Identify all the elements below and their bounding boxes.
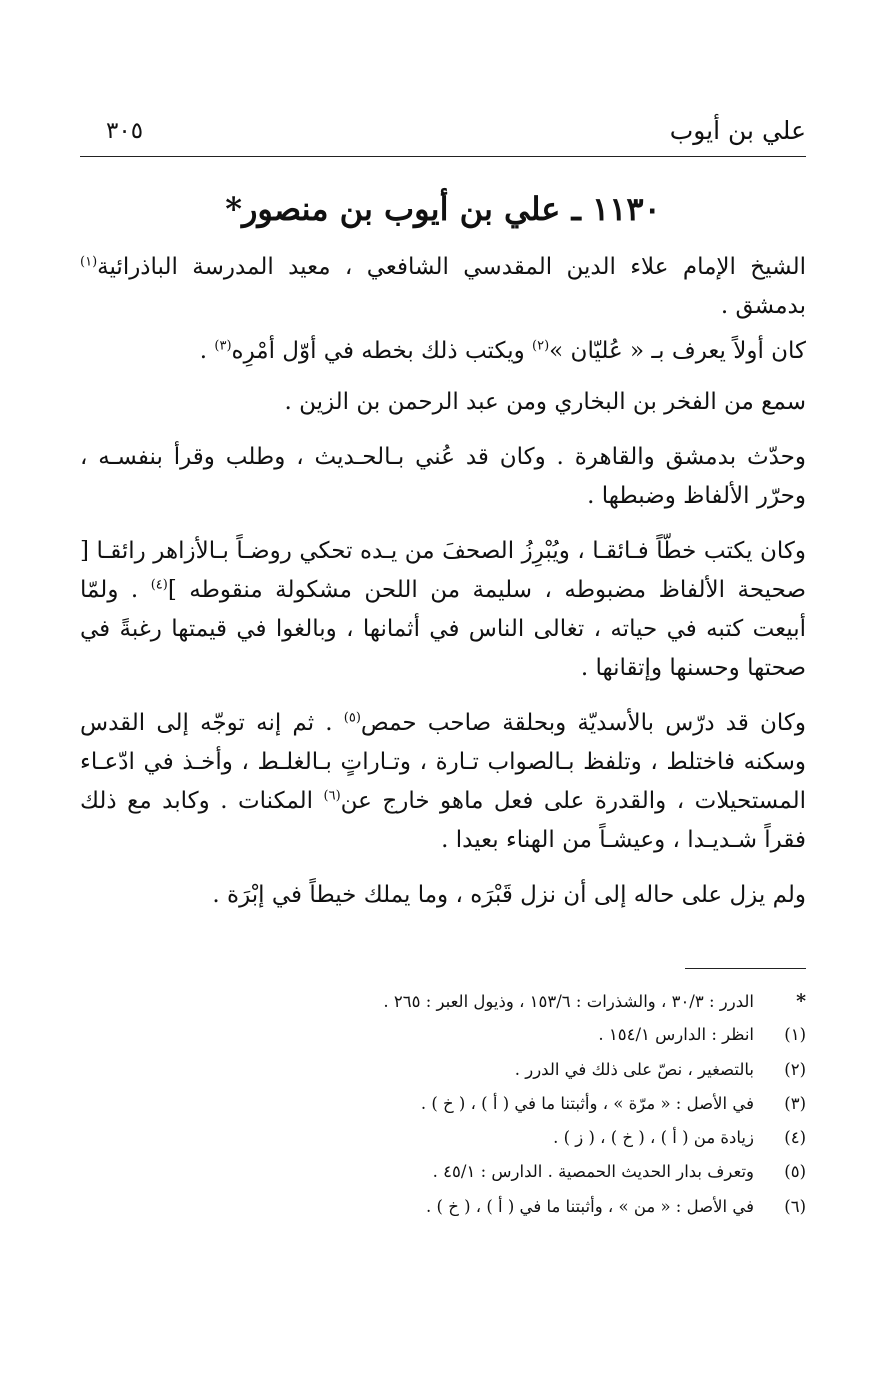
footnote-mark: (٤) bbox=[784, 1128, 806, 1148]
footnote-text: بالتصغير ، نصّ على ذلك في الدرر . bbox=[514, 1059, 754, 1079]
paragraph-text: كان أولاً يعرف بـ « عُليّان » bbox=[549, 338, 806, 364]
footnote-item bbox=[80, 1018, 806, 1052]
main-text bbox=[80, 248, 806, 931]
footnotes bbox=[80, 984, 806, 1224]
page-number: ٣٠٥ bbox=[106, 118, 144, 144]
footnote-text: في الأصل : « مرّة » ، وأثبتنا ما في ( أ ) ، ( خ ) . bbox=[420, 1093, 754, 1113]
footnote-ref: (٣) bbox=[214, 338, 232, 354]
footnote-item bbox=[80, 1190, 806, 1224]
paragraph-text: . ولمّا أبيعت كتبه في حياته ، تغالى الناس في أثمانها ، وبالغوا في قيمتها رغبةً في صحتها وحسنها وإتقانها . bbox=[80, 577, 806, 681]
paragraph-2 bbox=[80, 332, 806, 371]
footnote-item bbox=[80, 1155, 806, 1189]
footnote-divider bbox=[685, 968, 806, 969]
footnote-text: الدرر : ٣٠/٣ ، والشذرات : ١٥٣/٦ ، وذيول العبر : ٢٦٥ . bbox=[383, 992, 754, 1011]
paragraph-6 bbox=[80, 704, 806, 860]
paragraph-5 bbox=[80, 532, 806, 688]
paragraph-text: . ثم إنه توجّه إلى القدس وسكنه فاختلط ، وتلفظ بـالصواب تـارة ، وتـاراتٍ بـالغلـط ، وأخـذ في ادّعـاء المستحيلات ، والقدرة على فعل ماهو خارج عن bbox=[80, 710, 806, 814]
paragraph-text: وكان يكتب خطّاً فـائقـا ، ويُبْرِزُ الصحفَ من يـده تحكي روضـاً بـالأزاهر رائقـا [ صحيحة الألفاظ مضبوطه ، سليمة من اللحن مشكولة منقوطه ] bbox=[80, 538, 806, 603]
footnote-mark: * bbox=[796, 990, 806, 1012]
paragraph-7: ولم يزل على حاله إلى أن نزل قَبْرَه ، وما يملك خيطاً في إبْرَة . bbox=[212, 882, 806, 908]
footnote-ref: (٢) bbox=[532, 338, 550, 354]
footnote-item bbox=[80, 1087, 806, 1121]
footnote-ref: (٤) bbox=[150, 577, 168, 593]
footnote-item bbox=[80, 1053, 806, 1087]
paragraph-1 bbox=[80, 248, 806, 326]
footnote-ref: (١) bbox=[80, 254, 98, 270]
footnote-mark: (٣) bbox=[784, 1093, 806, 1113]
footnote-mark: (٦) bbox=[784, 1196, 806, 1216]
footnote-ref: (٦) bbox=[323, 788, 341, 804]
footnote-text: وتعرف بدار الحديث الحمصية . الدارس : ٤٥/١ . bbox=[432, 1162, 754, 1182]
header-title: علي بن أيوب bbox=[669, 116, 806, 145]
paragraph-text: ويكتب ذلك بخطه في أوّل أمْرِه bbox=[231, 338, 533, 364]
footnote-mark: (٥) bbox=[784, 1162, 806, 1182]
footnote-item bbox=[80, 984, 806, 1018]
running-header bbox=[80, 112, 806, 157]
paragraph-3: سمع من الفخر بن البخاري ومن عبد الرحمن بن الزين . bbox=[284, 389, 806, 415]
footnote-ref: (٥) bbox=[343, 710, 361, 726]
footnote-text: في الأصل : « من » ، وأثبتنا ما في ( أ ) ، ( خ ) . bbox=[426, 1196, 754, 1216]
paragraph-text: . bbox=[199, 338, 215, 364]
paragraph-text: وكان قد درّس بالأسديّة وبحلقة صاحب حمص bbox=[360, 710, 806, 736]
footnote-text: زيادة من ( أ ) ، ( خ ) ، ( ز ) . bbox=[553, 1128, 754, 1148]
entry-title: ١١٣٠ ـ علي بن أيوب بن منصور* bbox=[225, 190, 661, 228]
footnote-item bbox=[80, 1121, 806, 1155]
footnote-mark: (١) bbox=[784, 1025, 806, 1045]
footnote-mark: (٢) bbox=[784, 1059, 806, 1079]
paragraph-text: المكنات . وكابد مع ذلك فقراً شـديـدا ، وعيشـاً من الهناء بعيدا . bbox=[80, 788, 806, 853]
footnote-text: انظر : الدارس ١٥٤/١ . bbox=[598, 1025, 754, 1045]
paragraph-text: الشيخ الإمام علاء الدين المقدسي الشافعي ، معيد المدرسة الباذرائية bbox=[97, 254, 806, 280]
paragraph-4: وحدّث بدمشق والقاهرة . وكان قد عُني بـالحـديث ، وطلب وقرأ بنفسـه ، وحرّر الألفاظ وضبطها . bbox=[80, 444, 806, 509]
paragraph-text: بدمشق . bbox=[720, 293, 806, 319]
